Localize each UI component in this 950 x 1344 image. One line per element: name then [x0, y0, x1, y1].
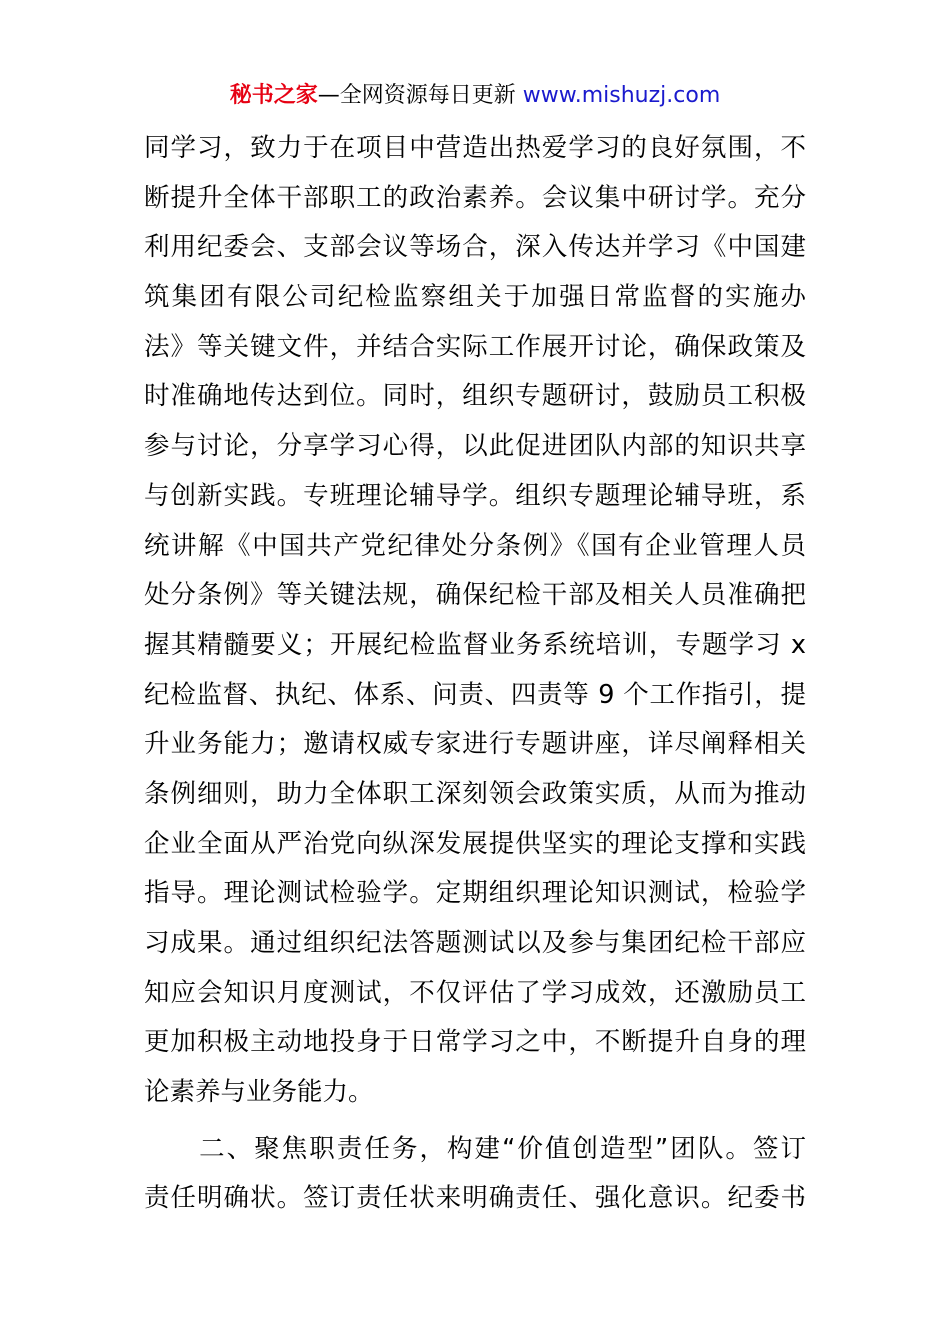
text-line: 统讲解《中国共产党纪律处分条例》《国有企业管理人员 [144, 530, 806, 561]
text-line: 责任明确状。签订责任状来明确责任、强化意识。纪委书 [144, 1183, 806, 1214]
page-header [0, 80, 950, 112]
text-line: 知应会知识月度测试，不仅评估了学习成效，还激励员工 [144, 977, 806, 1008]
paragraph-1 [144, 124, 806, 1118]
header-tagline: —全网资源每日更新 [317, 83, 523, 108]
text-line: 时准确地传达到位。同时，组织专题研讨，鼓励员工积极 [144, 381, 806, 412]
text-line: 利用纪委会、支部会议等场合，深入传达并学习《中国建 [144, 232, 806, 263]
text-line: 习成果。通过组织纪法答题测试以及参与集团纪检干部应 [144, 928, 806, 958]
text-line: 参与讨论，分享学习心得，以此促进团队内部的知识共享 [144, 431, 806, 462]
brand-name: 秘书之家 [229, 83, 318, 108]
text-line: 处分条例》等关键法规，确保纪检干部及相关人员准确把 [144, 580, 806, 611]
text-line: 二、聚焦职责任务，构建“价值创造型”团队。签订 [144, 1133, 806, 1164]
paragraph-gap [144, 1118, 806, 1125]
website-link[interactable]: www.mishuzj.com [522, 83, 721, 108]
text-line: 条例细则，助力全体职工深刻领会政策实质，从而为推动 [144, 778, 806, 809]
text-line: 握其精髓要义；开展纪检监督业务系统培训，专题学习 x [144, 629, 806, 660]
text-line: 同学习，致力于在项目中营造出热爱学习的良好氛围，不 [144, 133, 806, 163]
text-line: 更加积极主动地投身于日常学习之中，不断提升自身的理 [144, 1027, 806, 1058]
paragraph-2 [144, 1125, 806, 1224]
text-line: 指导。理论测试检验学。定期组织理论知识测试，检验学 [144, 878, 806, 909]
text-line: 筑集团有限公司纪检监察组关于加强日常监督的实施办 [144, 282, 806, 313]
text-line: 法》等关键文件，并结合实际工作展开讨论，确保政策及 [144, 331, 806, 362]
document-body [144, 124, 806, 1224]
text-line: 与创新实践。专班理论辅导学。组织专题理论辅导班，系 [144, 480, 806, 511]
text-line: 纪检监督、执纪、体系、问责、四责等 9 个工作指引，提 [144, 679, 806, 710]
text-line: 断提升全体干部职工的政治素养。会议集中研讨学。充分 [144, 182, 806, 213]
text-line: 升业务能力；邀请权威专家进行专题讲座，详尽阐释相关 [144, 729, 806, 760]
text-line: 论素养与业务能力。 [144, 1077, 374, 1108]
text-line: 企业全面从严治党向纵深发展提供坚实的理论支撑和实践 [144, 828, 806, 859]
